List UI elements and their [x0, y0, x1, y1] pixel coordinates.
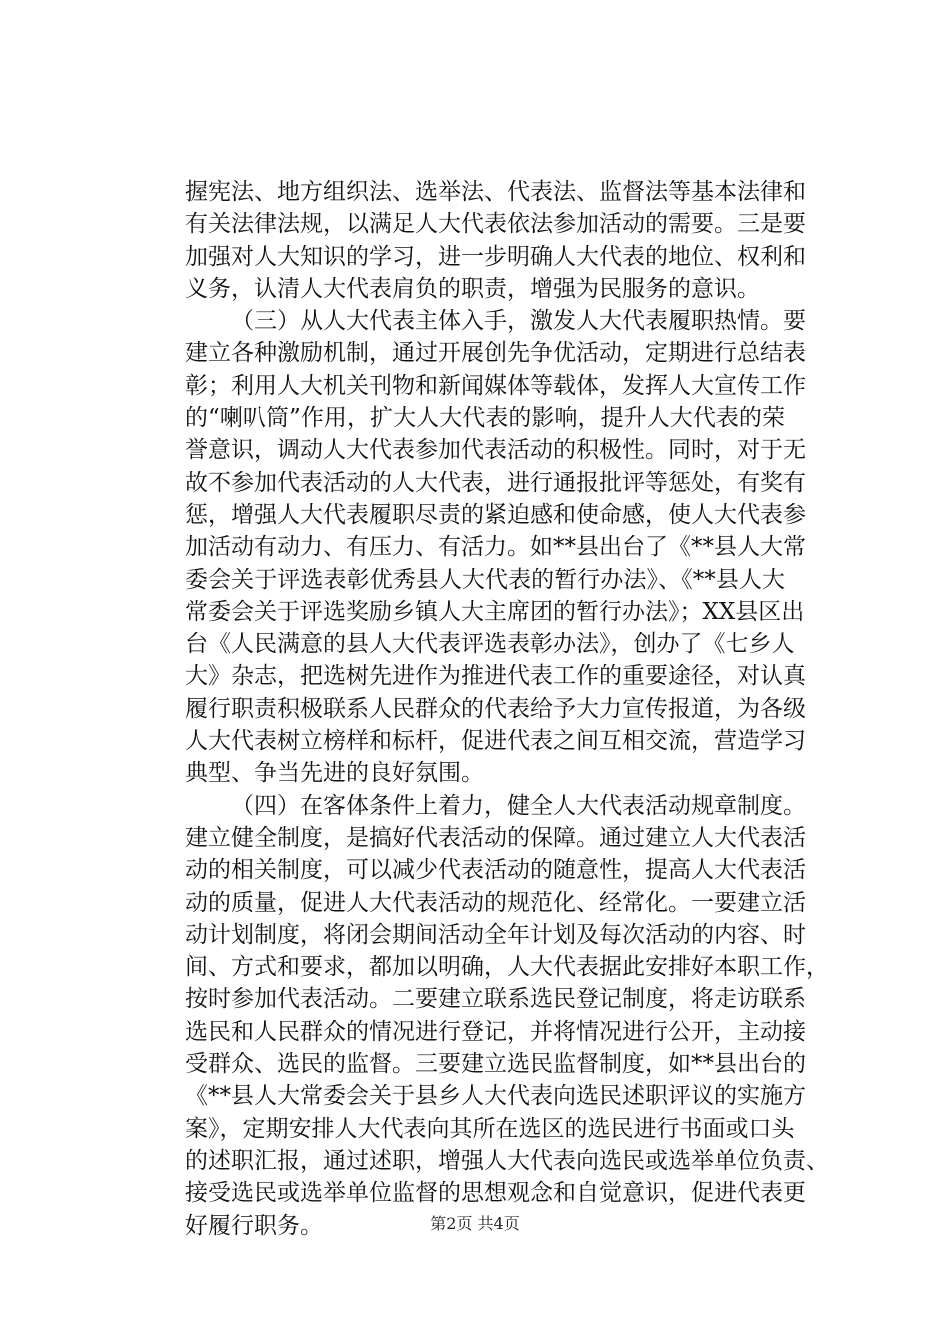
text-line: 人大代表树立榜样和标杆，促进代表之间互相交流，营造学习 [185, 728, 806, 755]
text-line: 案》，定期安排人大代表向其所在选区的选民进行书面或口头 [185, 1115, 795, 1142]
text-line: 大》杂志，把选树先进作为推进代表工作的重要途径，对认真 [185, 663, 806, 690]
page-footer: 第2页 共4页 [430, 1214, 520, 1233]
text-line: 故不参加代表活动的人大代表，进行通报批评等惩处，有奖有 [185, 469, 806, 496]
text-line: 《**县人大常委会关于县乡人大代表向选民述职评议的实施方 [185, 1083, 806, 1110]
text-line: 义务，认清人大代表肩负的职责，增强为民服务的意识。 [185, 275, 760, 302]
text-line: 好履行职务。 [185, 1212, 323, 1239]
text-line: 的“喇叭筒”作用，扩大人大代表的影响，提升人大代表的荣 [185, 405, 785, 432]
text-line: 按时参加代表活动。二要建立联系选民登记制度，将走访联系 [185, 986, 806, 1013]
text-line: 惩，增强人大代表履职尽责的紧迫感和使命感，使人大代表参 [185, 501, 806, 528]
text-line: 受群众、选民的监督。三要建立选民监督制度，如**县出台的 [185, 1051, 806, 1078]
text-line: 动计划制度，将闭会期间活动全年计划及每次活动的内容、时 [185, 921, 806, 948]
text-line: 动的质量，促进人大代表活动的规范化、经常化。一要建立活 [185, 889, 806, 916]
text-line: 握宪法、地方组织法、选举法、代表法、监督法等基本法律和 [185, 179, 806, 205]
text-line: （三）从人大代表主体入手，激发人大代表履职热情。要 [231, 308, 806, 335]
text-line: 间、方式和要求，都加以明确，人大代表据此安排好本职工作， [185, 954, 829, 981]
document-body [185, 176, 829, 1242]
text-line: 常委会关于评选奖励乡镇人大主席团的暂行办法》；XX县区出 [185, 598, 805, 625]
text-line: 台《人民满意的县人大代表评选表彰办法》，创办了《七乡人 [185, 631, 795, 658]
text-line: 建立各种激励机制，通过开展创先争优活动，定期进行总结表 [185, 340, 806, 367]
text-line: 委会关于评选表彰优秀县人大代表的暂行办法》、《**县人大 [185, 566, 785, 593]
text-line: 动的相关制度，可以减少代表活动的随意性，提高人大代表活 [185, 857, 806, 884]
text-line: 有关法律法规，以满足人大代表依法参加活动的需要。三是要 [185, 211, 806, 238]
text-line: 选民和人民群众的情况进行登记，并将情况进行公开，主动接 [185, 1018, 806, 1045]
text-line: 誉意识，调动人大代表参加代表活动的积极性。同时，对于无 [185, 437, 806, 464]
text-line: 履行职责积极联系人民群众的代表给予大力宣传报道，为各级 [185, 695, 806, 722]
text-line: 加强对人大知识的学习，进一步明确人大代表的地位、权利和 [185, 243, 806, 270]
text-line: 接受选民或选举单位监督的思想观念和自觉意识，促进代表更 [185, 1180, 806, 1207]
text-line: 加活动有动力、有压力、有活力。如**县出台了《**县人大常 [185, 534, 806, 561]
text-line: 典型、争当先进的良好氛围。 [185, 760, 484, 787]
text-line: （四）在客体条件上着力，健全人大代表活动规章制度。 [231, 792, 806, 819]
text-line: 建立健全制度，是搞好代表活动的保障。通过建立人大代表活 [185, 824, 806, 851]
text-line: 彰；利用人大机关刊物和新闻媒体等载体，发挥人大宣传工作 [185, 372, 806, 399]
text-line: 的述职汇报，通过述职，增强人大代表向选民或选举单位负责、 [185, 1147, 829, 1174]
